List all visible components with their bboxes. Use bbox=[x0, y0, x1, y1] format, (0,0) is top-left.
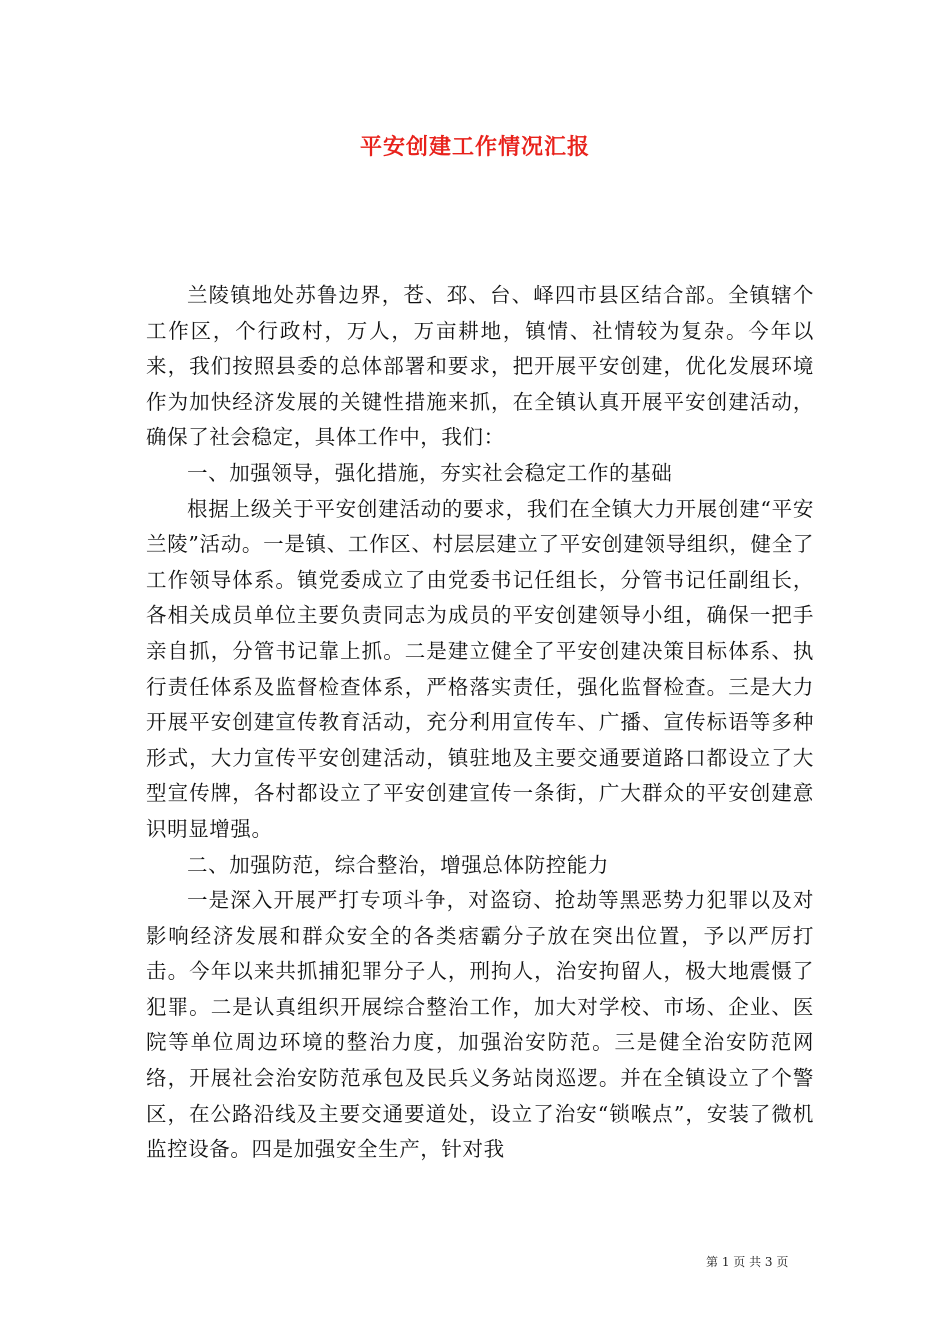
document-body bbox=[146, 278, 814, 1168]
paragraph-intro: 兰陵镇地处苏鲁边界，苍、邳、台、峄四市县区结合部。全镇辖个工作区，个行政村，万人，万亩耕地，镇情、社情较为复杂。今年以来，我们按照县委的总体部署和要求，把开展平安创建，优化发展环境作为加快经济发展的关键性措施来抓，在全镇认真开展平安创建活动，确保了社会稳定，具体工作中，我们： bbox=[146, 283, 814, 450]
paragraph-section-1: 根据上级关于平安创建活动的要求，我们在全镇大力开展创建“平安兰陵”活动。一是镇、工作区、村层层建立了平安创建领导组织，健全了工作领导体系。镇党委成立了由党委书记任组长，分管书记任副组长，各相关成员单位主要负责同志为成员的平安创建领导小组，确保一把手亲自抓，分管书记靠上抓。二是建立健全了平安创建决策目标体系、执行责任体系及监督检查体系，严格落实责任，强化监督检查。三是大力开展平安创建宣传教育活动，充分利用宣传车、广播、宣传标语等多种形式，大力宣传平安创建活动，镇驻地及主要交通要道路口都设立了大型宣传牌，各村都设立了平安创建宣传一条街，广大群众的平安创建意识明显增强。 bbox=[146, 496, 814, 841]
section-heading-2: 二、加强防范，综合整治，增强总体防控能力 bbox=[187, 852, 609, 877]
section-heading-1: 一、加强领导，强化措施，夯实社会稳定工作的基础 bbox=[187, 460, 673, 485]
paragraph-section-2: 一是深入开展严打专项斗争，对盗窃、抢劫等黑恶势力犯罪以及对影响经济发展和群众安全的各类痞霸分子放在突出位置，予以严厉打击。今年以来共抓捕犯罪分子人，刑拘人，治安拘留人，极大地震慑了犯罪。二是认真组织开展综合整治工作，加大对学校、市场、企业、医院等单位周边环境的整治力度，加强治安防范。三是健全治安防范网络，开展社会治安防范承包及民兵义务站岗巡逻。并在全镇设立了个警区，在公路沿线及主要交通要道处，设立了治安“锁喉点”，安装了微机监控设备。四是加强安全生产，针对我 bbox=[146, 888, 814, 1162]
page-number-footer: 第 1 页 共 3 页 bbox=[706, 1255, 789, 1269]
document-title: 平安创建工作情况汇报 bbox=[359, 134, 590, 160]
